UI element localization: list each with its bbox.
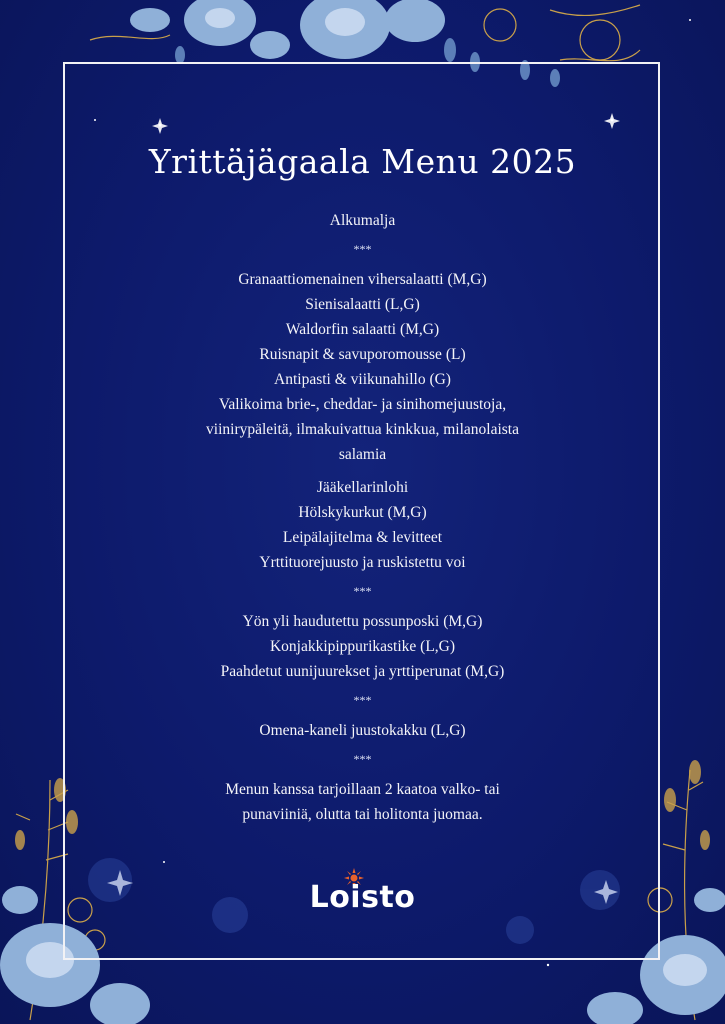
menu-item: Paahdetut uunijuurekset ja yrttiperunat (M,G): [220, 663, 505, 680]
menu-item: Konjakkipippurikastike (L,G): [269, 638, 456, 655]
drinks-note: punaviiniä, olutta tai holitonta juomaa.: [242, 806, 483, 823]
menu-item: Ruisnapit & savuporomousse (L): [259, 346, 466, 363]
menu-item-dessert: Omena-kaneli juustokakku (L,G): [259, 722, 466, 739]
sparkle-dot: [547, 964, 549, 966]
menu-item: Valikoima brie-, cheddar- ja sinihomejuustoja,: [218, 396, 507, 413]
menu-item: Hölskykurkut (M,G): [298, 504, 427, 521]
section-separator: ***: [353, 693, 372, 707]
menu-list: [150, 208, 575, 827]
page-title: Yrittäjägaala Menu 2025: [148, 142, 577, 181]
section-separator: ***: [353, 584, 372, 598]
sparkle-dot: [689, 19, 691, 21]
menu-item: viinirypäleitä, ilmakuivattua kinkkua, milanolaista: [206, 421, 519, 438]
menu-item: Waldorfin salaatti (M,G): [285, 321, 440, 338]
menu-item: Antipasti & viikunahillo (G): [274, 371, 451, 388]
menu-item: Leipälajitelma & levitteet: [282, 529, 443, 546]
menu-item: Granaattiomenainen vihersalaatti (M,G): [238, 271, 487, 288]
menu-item: Jääkellarinlohi: [316, 479, 409, 496]
menu-item: Yrttituorejuusto ja ruskistettu voi: [259, 554, 466, 571]
menu-item: Yön yli haudutettu possunposki (M,G): [242, 613, 483, 630]
section-separator: ***: [353, 752, 372, 766]
drinks-note: Menun kanssa tarjoillaan 2 kaatoa valko- tai: [225, 781, 500, 798]
section-separator: ***: [353, 242, 372, 256]
section-gap: [150, 467, 575, 475]
menu-item: salamia: [338, 446, 387, 463]
brand-logo: Loisto: [309, 880, 416, 915]
menu-item: Sienisalaatti (L,G): [305, 296, 420, 313]
menu-item-starter: Alkumalja: [329, 212, 396, 229]
